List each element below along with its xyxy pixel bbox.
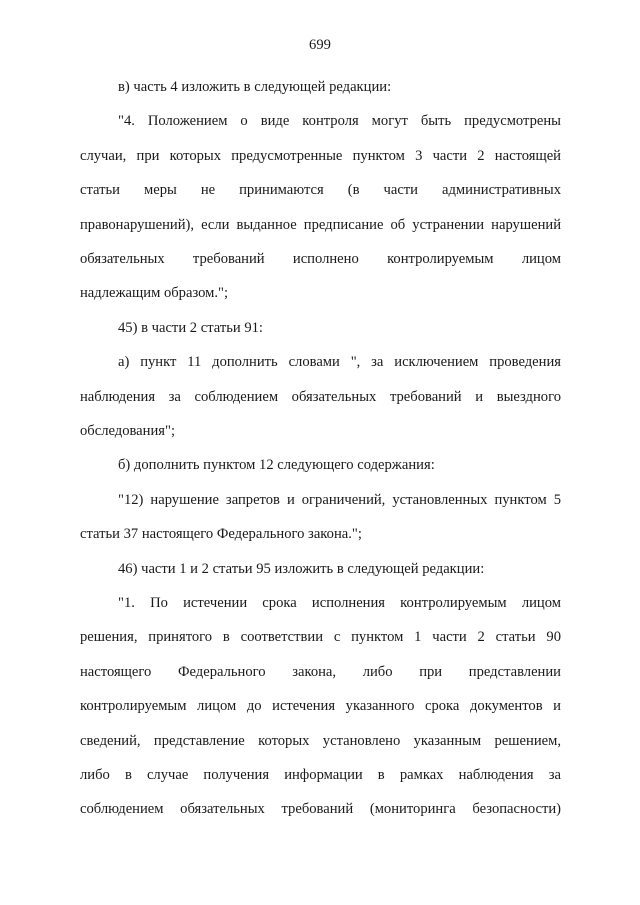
text-line: настоящего Федерального закона, либо при представлении <box>80 663 561 680</box>
text-line: "1. По истечении срока исполнения контролируемым лицом <box>118 594 561 611</box>
text-line: 46) части 1 и 2 статьи 95 изложить в следующей редакции: <box>118 560 485 577</box>
text-line: сведений, представление которых установлено указанным решением, <box>80 732 561 749</box>
text-line: в) часть 4 изложить в следующей редакции: <box>118 79 392 95</box>
text-line: обязательных требований исполнено контролируемым лицом <box>80 250 561 267</box>
text-line: наблюдения за соблюдением обязательных требований и выездного <box>80 388 561 405</box>
text-line: контролируемым лицом до истечения указанного срока документов и <box>80 698 561 715</box>
text-line: решения, принятого в соответствии с пунктом 1 части 2 статьи 90 <box>80 629 561 646</box>
text-line: соблюдением обязательных требований (мониторинга безопасности) <box>80 801 561 818</box>
document-body <box>80 70 561 827</box>
text-line: "12) нарушение запретов и ограничений, установленных пунктом 5 <box>118 491 561 508</box>
text-line: обследования"; <box>80 422 176 439</box>
text-line: 45) в части 2 статьи 91: <box>118 319 263 336</box>
text-line: правонарушений), если выданное предписание об устранении нарушений <box>80 216 561 233</box>
text-line: "4. Положением о виде контроля могут быть предусмотрены <box>118 113 561 130</box>
text-line: а) пункт 11 дополнить словами ", за исключением проведения <box>118 354 561 371</box>
text-line: б) дополнить пунктом 12 следующего содержания: <box>118 457 435 474</box>
text-line: либо в случае получения информации в рамках наблюдения за <box>80 766 561 783</box>
page-number: 699 <box>309 37 331 53</box>
text-line: статьи 37 настоящего Федерального закона."; <box>80 526 362 543</box>
text-line: надлежащим образом."; <box>80 285 229 302</box>
text-line: статьи меры не принимаются (в части административных <box>80 182 561 199</box>
text-line: случаи, при которых предусмотренные пунктом 3 части 2 настоящей <box>80 147 561 164</box>
